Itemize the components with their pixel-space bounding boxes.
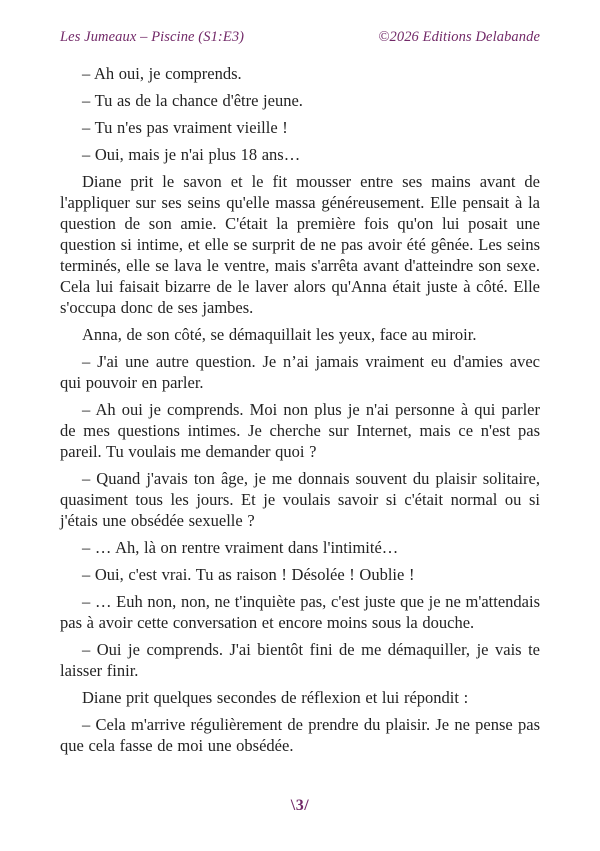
dialogue-line: – Tu n'es pas vraiment vieille ! xyxy=(82,118,288,137)
header-book-title: Les Jumeaux – Piscine (S1:E3) xyxy=(60,29,245,45)
dialogue-line: – Ah oui je comprends. Moi non plus je n'ai personne à qui parler de mes questions intimes. Je cherche sur Internet, mais ce n'est pas pareil. Tu voulais me demander quoi ? xyxy=(60,400,540,461)
dialogue-line: – Quand j'avais ton âge, je me donnais souvent du plaisir solitaire, quasiment tous les jours. Et je voulais savoir si c'était normal ou si j'étais une obsédée sexuelle ? xyxy=(60,469,540,530)
dialogue-line: – Ah oui, je comprends. xyxy=(82,64,242,83)
page-number: \3/ xyxy=(290,797,310,814)
dialogue-line: – Oui, c'est vrai. Tu as raison ! Désolée ! Oublie ! xyxy=(82,565,415,584)
narrative-paragraph: Anna, de son côté, se démaquillait les yeux, face au miroir. xyxy=(82,325,477,344)
header-copyright: ©2026 Editions Delabande xyxy=(378,29,540,45)
dialogue-line: – Oui je comprends. J'ai bientôt fini de me démaquiller, je vais te laisser finir. xyxy=(60,640,540,680)
page-header xyxy=(60,28,540,46)
dialogue-line: – Oui, mais je n'ai plus 18 ans… xyxy=(82,145,301,164)
dialogue-line: – J'ai une autre question. Je n’ai jamais vraiment eu d'amies avec qui pouvoir en parler. xyxy=(60,352,540,392)
dialogue-line: – … Ah, là on rentre vraiment dans l'intimité… xyxy=(82,538,399,557)
dialogue-line: – … Euh non, non, ne t'inquiète pas, c'est juste que je ne m'attendais pas à avoir cette conversation et encore moins sous la douche. xyxy=(60,592,540,632)
narrative-paragraph: Diane prit le savon et le fit mousser entre ses mains avant de l'appliquer sur ses seins qu'elle massa généreusement. Elle pensait à la question de son amie. C'était la première fois qu'on lui posait une question si intime, et elle se surprit de ne pas avoir été gênée. Les seins terminés, elle se lava le ventre, mais s'arrêta avant d'atteindre son sexe. Cela lui faisait bizarre de le laver alors qu'Anna était juste à côté. Elle s'occupa donc de ses jambes. xyxy=(60,172,540,317)
narrative-paragraph: Diane prit quelques secondes de réflexion et lui répondit : xyxy=(82,688,469,707)
page-content xyxy=(60,63,540,756)
dialogue-line: – Cela m'arrive régulièrement de prendre du plaisir. Je ne pense pas que cela fasse de moi une obsédée. xyxy=(60,715,540,755)
dialogue-line: – Tu as de la chance d'être jeune. xyxy=(82,91,303,110)
